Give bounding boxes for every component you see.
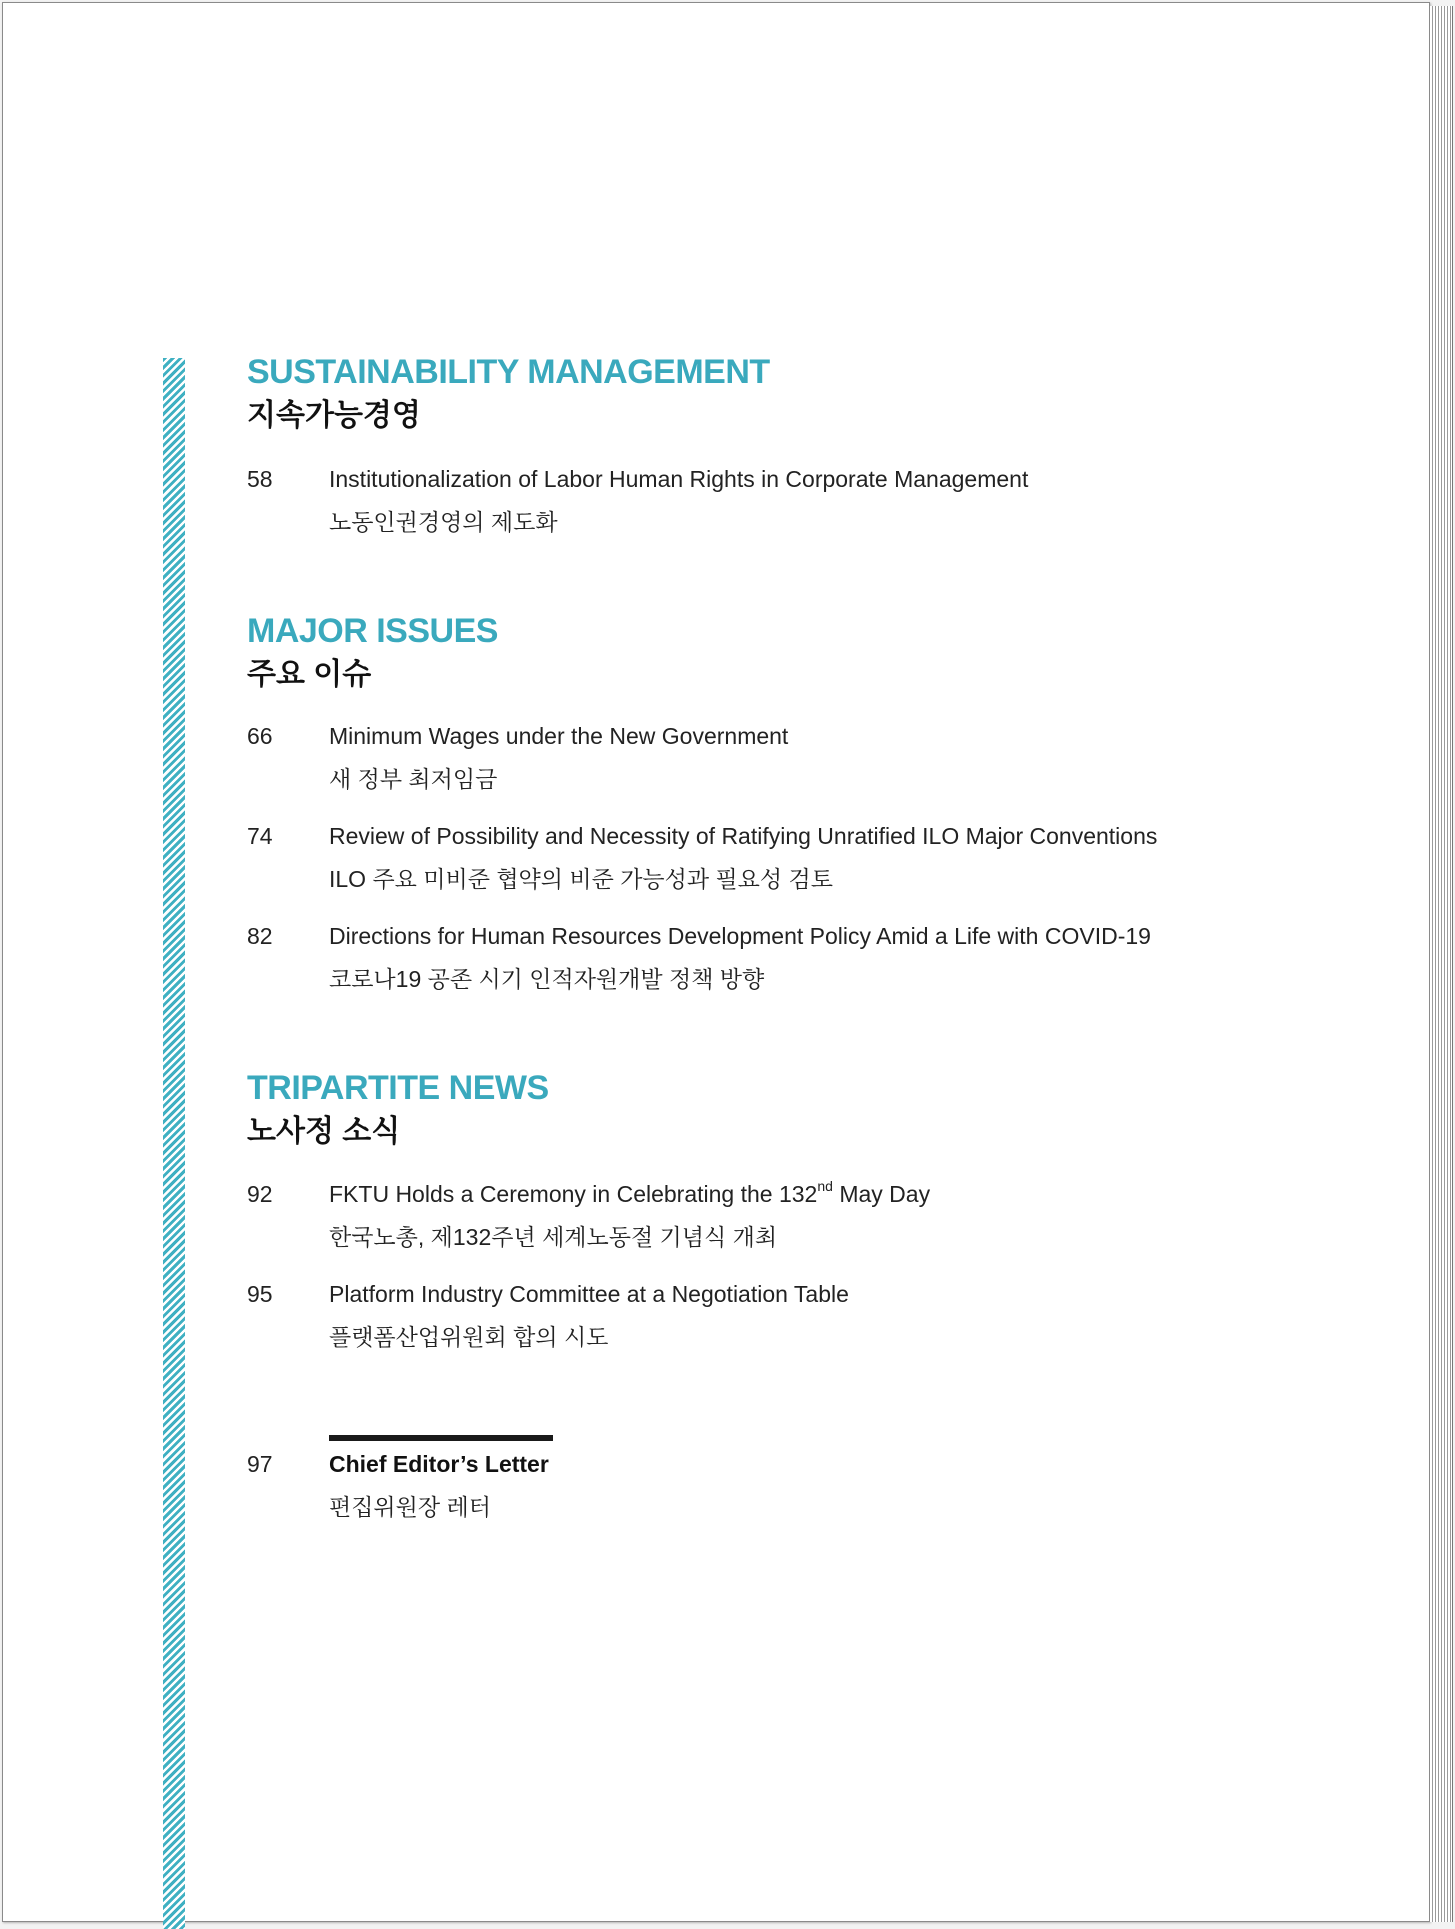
entry-title-en: Minimum Wages under the New Government — [329, 723, 789, 749]
entry-title-en — [329, 1179, 930, 1209]
entry-title-en: Chief Editor’s Letter — [329, 1451, 549, 1477]
document-page — [2, 2, 1430, 1922]
section-major-issues-header — [247, 611, 498, 695]
entry-title-en-main: FKTU Holds a Ceremony in Celebrating the 132 — [329, 1181, 818, 1207]
entry-title-ko: 노동인권경영의 제도화 — [329, 509, 558, 535]
section-title-en: TRIPARTITE NEWS — [247, 1069, 549, 1107]
section-tripartite-news-header — [247, 1068, 549, 1152]
entry-title-en-end: May Day — [832, 1181, 931, 1207]
section-title-ko: 주요 이슈 — [247, 658, 372, 691]
entry-title-ko: 플랫폼산업위원회 합의 시도 — [329, 1324, 609, 1350]
section-sustainability-header — [247, 352, 770, 436]
entry-title-ko: 새 정부 최저임금 — [329, 766, 498, 792]
entry-title-en: Platform Industry Committee at a Negotiation Table — [329, 1281, 849, 1307]
section-title-en: SUSTAINABILITY MANAGEMENT — [247, 353, 770, 391]
ordinal-suffix: nd — [817, 1178, 833, 1194]
entry-title-ko: 코로나19 공존 시기 인적자원개발 정책 방향 — [329, 966, 765, 992]
page-number: 74 — [247, 823, 273, 849]
page-stack-edges — [1430, 6, 1453, 1922]
entry-title-ko: 편집위원장 레터 — [329, 1494, 491, 1520]
entry-title-en: Institutionalization of Labor Human Rights in Corporate Management — [329, 466, 1029, 492]
section-title-en: MAJOR ISSUES — [247, 612, 498, 650]
page-number: 97 — [247, 1451, 273, 1477]
entry-title-en: Directions for Human Resources Development Policy Amid a Life with COVID-19 — [329, 923, 1151, 949]
section-title-ko: 노사정 소식 — [247, 1115, 401, 1148]
page-number: 92 — [247, 1181, 273, 1207]
page-number: 66 — [247, 723, 273, 749]
page-number: 58 — [247, 466, 273, 492]
editor-letter-rule — [329, 1435, 553, 1441]
section-title-ko: 지속가능경영 — [247, 399, 421, 432]
entry-title-en: Review of Possibility and Necessity of Ratifying Unratified ILO Major Conventions — [329, 823, 1158, 849]
decorative-striped-bar — [163, 358, 185, 1929]
page-number: 95 — [247, 1281, 273, 1307]
entry-title-ko: ILO 주요 미비준 협약의 비준 가능성과 필요성 검토 — [329, 866, 833, 892]
page-number: 82 — [247, 923, 273, 949]
entry-title-ko: 한국노총, 제132주년 세계노동절 기념식 개최 — [329, 1224, 778, 1250]
